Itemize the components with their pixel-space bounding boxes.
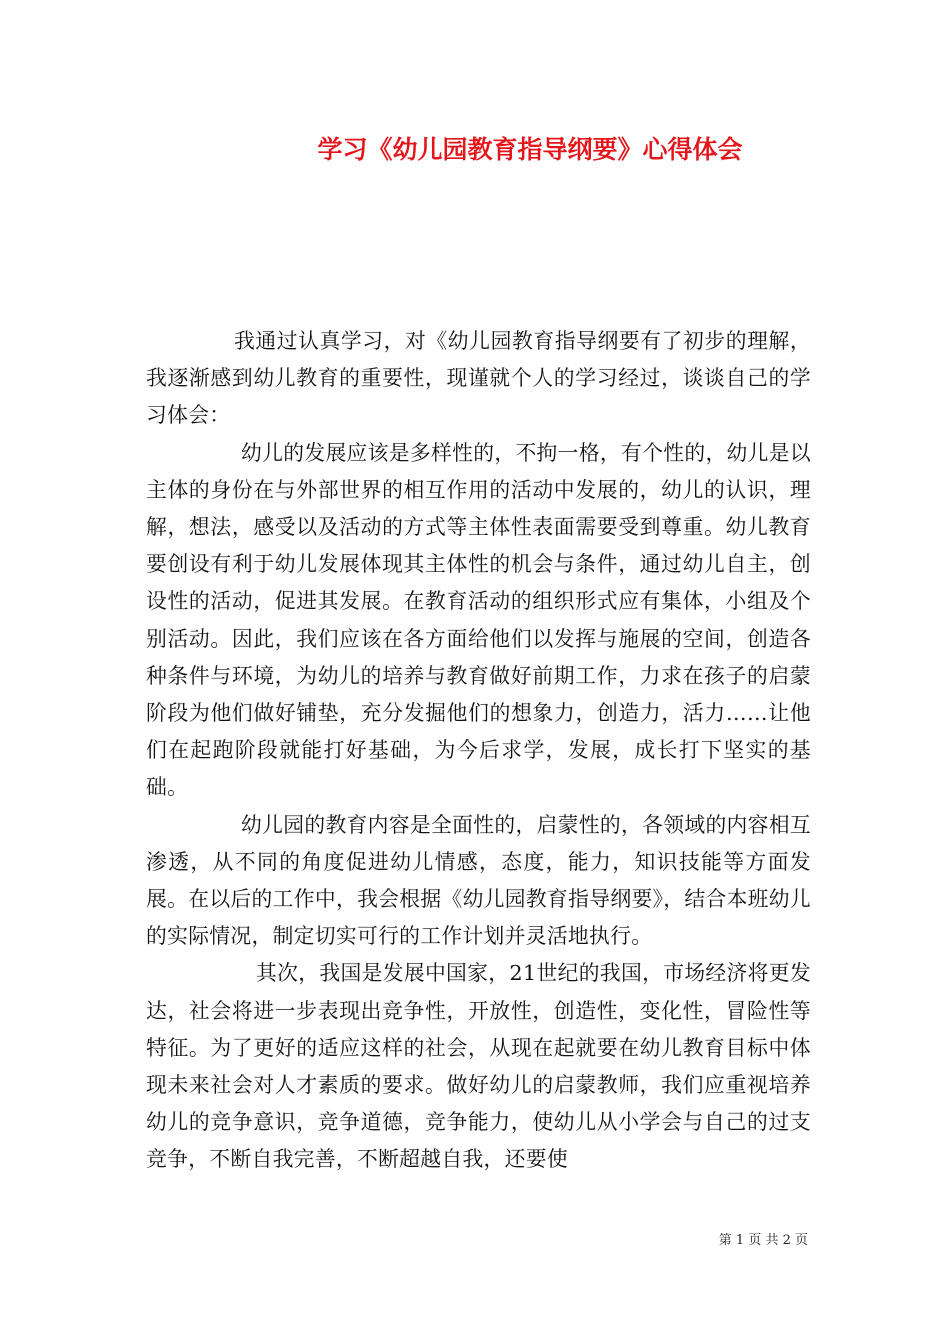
document-title: 学习《幼儿园教育指导纲要》心得体会 [317,135,743,164]
paragraph-competition: 其次，我国是发展中国家，21世纪的我国，市场经济将更发达，社会将进一步表现出竞争性，开放性，创造性，变化性，冒险性等特征。为了更好的适应这样的社会，从现在起就要在幼儿教育目标中体现未来社会对人才素质的要求。做好幼儿的启蒙教师，我们应重视培养幼儿的竞争意识，竞争道德，竞争能力，使幼儿从小学会与自己的过支竞争，不断自我完善，不断超越自我，还要使 [146,961,811,1172]
page-number-footer: 第 1 页 共 2 页 [718,1233,808,1248]
paragraph-content: 幼儿园的教育内容是全面性的，启蒙性的，各领域的内容相互渗透，从不同的角度促进幼儿情感，态度，能力，知识技能等方面发展。在以后的工作中，我会根据《幼儿园教育指导纲要》，结合本班幼儿的实际情况，制定切实可行的工作计划并灵活地执行。 [146,812,811,949]
document-body [146,323,811,1179]
paragraph-development: 幼儿的发展应该是多样性的，不拘一格，有个性的，幼儿是以主体的身份在与外部世界的相互作用的活动中发展的，幼儿的认识，理解，想法，感受以及活动的方式等主体性表面需要受到尊重。幼儿教育要创设有利于幼儿发展体现其主体性的机会与条件，通过幼儿自主，创设性的活动，促进其发展。在教育活动的组织形式应有集体，小组及个别活动。因此，我们应该在各方面给他们以发挥与施展的空间，创造各种条件与环境，为幼儿的培养与教育做好前期工作，力求在孩子的启蒙阶段为他们做好铺垫，充分发掘他们的想象力，创造力，活力……让他们在起跑阶段就能打好基础，为今后求学，发展，成长打下坚实的基础。 [146,440,811,800]
paragraph-intro: 我通过认真学习，对《幼儿园教育指导纲要有了初步的理解，我逐渐感到幼儿教育的重要性，现谨就个人的学习经过，谈谈自己的学习体会： [146,329,811,428]
